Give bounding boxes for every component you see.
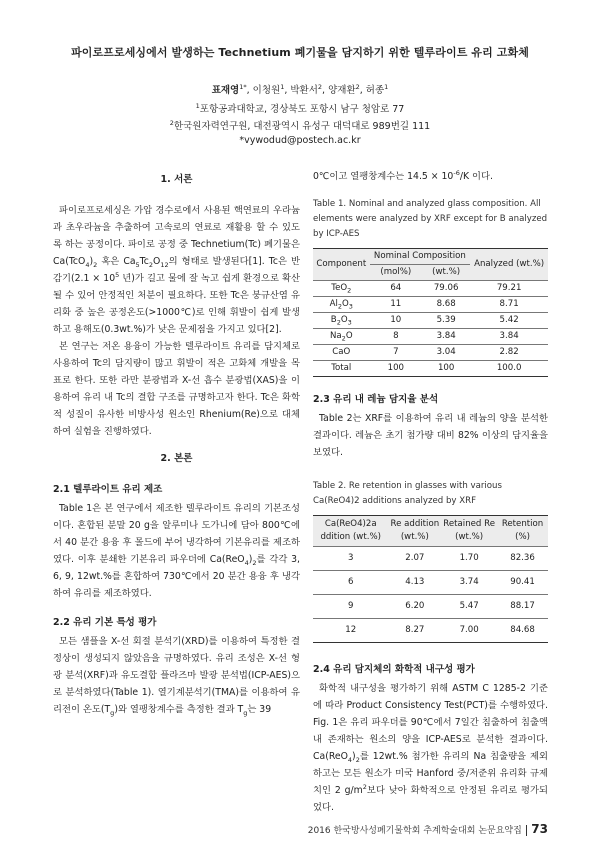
section-1-paragraph-2: 본 연구는 저온 용융이 가능한 텔루라이트 유리를 담지체로 사용하여 Tc의 담지량이 많고 휘발이 적은 고화체 개발을 목표로 한다. 또한 라만 분광법과 X-선 흡수 분광법(XAS)을 이용하여 유리 내 Tc의 결합 구조를 규명하고자 한다. Tc은 화학적 성질이 유사한 비방사성 원소인 Rhenium(Re)으로 대체하여 실험을 진행하였다.	[53, 341, 300, 437]
author-5: , 허종	[359, 85, 385, 96]
table-cell: 8.71	[499, 299, 519, 309]
table-cell: 3	[347, 553, 354, 563]
table-cell: 84.68	[510, 625, 535, 635]
section-2-1-paragraph: Table 1은 본 연구에서 제조한 텔루라이트 유리의 기본조성이다. 혼합된 분말 20 g을 알루미나 도가니에 담아 800℃에서 40 분간 용융 후 몰드에 부어 냉각하여 기본유리를 제조하였다. 이후 분쇄한 기본유리 파우더에 $Ca(ReO_4)_2$를 각각 3, 6, 9, 12wt.%를 혼합하여 730℃에서 20 분간 용융 후 냉각하여 유리를 제조하였다.	[53, 503, 300, 599]
table-cell: 79.21	[496, 283, 522, 293]
author-5-sup: 1	[384, 82, 389, 91]
table-cell: Total	[331, 363, 352, 373]
table-row-total	[313, 361, 548, 377]
table-cell: 8	[393, 331, 399, 341]
section-2-4-title: 2.4 유리 담지체의 화학적 내구성 평가	[313, 664, 475, 675]
table-cell: 82.36	[510, 553, 535, 563]
table-cell: 100	[437, 363, 455, 373]
table-cell: 64	[390, 283, 402, 293]
author-3-sup: 2	[317, 82, 323, 91]
table-2-header-4: Retention (%)	[501, 519, 544, 542]
table-cell: 1.70	[459, 553, 479, 563]
table-cell: 12	[345, 625, 357, 635]
table-cell: 6.20	[405, 601, 425, 611]
affiliation-2-sup: 2	[169, 118, 174, 127]
table-cell: 9	[347, 601, 354, 611]
footer-text: 2016 한국방사성폐기물학회 추계학술대회 논문요약집	[307, 826, 522, 836]
table-cell: 2.07	[405, 553, 425, 563]
table-cell: 7	[393, 347, 399, 357]
affiliation-2-text: 한국원자력연구원, 대전광역시 유성구 대덕대로 989번길 111	[173, 121, 431, 132]
table-1	[313, 248, 548, 377]
table-1-header-row	[313, 249, 548, 265]
table-1-header-component: Component	[316, 259, 367, 269]
table-cell: $Na_2O$	[329, 331, 353, 343]
table-cell: 5.42	[499, 315, 519, 325]
table-cell: 10	[390, 315, 402, 325]
table-cell: 100.0	[496, 363, 522, 373]
table-cell: 3.04	[436, 347, 456, 357]
section-2-2-paragraph: 모든 샘플을 X-선 회절 분석기(XRD)를 이용하여 특정한 결정상이 생성되지 않았음을 규명하였다. 유리 조성은 X-선 형광 분석(XRF)과 유도결합 플라즈마 발광 분석법(ICP-AES)으로 분석하였다(Table 1). 열기계분석기(TMA)를 이용하여 유리전이 온도$(T_g)$와 열팽창계수를 측정한 결과 $T_g$는 39	[53, 636, 300, 717]
table-2	[313, 515, 548, 643]
author-2-sup: 1	[280, 82, 285, 91]
table-cell: 11	[390, 299, 402, 309]
table-cell: $Al_2O_3$	[329, 299, 353, 311]
table-1-caption: Table 1. Nominal and analyzed glass composition. All elements were analyzed by XRF except for B analyzed by ICP-AES	[313, 199, 548, 239]
table-2-header-row	[313, 516, 548, 547]
table-2-header-1: Ca(ReO4)2a ddition (wt.%)	[320, 519, 381, 542]
table-2-header-3: Retained Re (wt.%)	[443, 519, 495, 542]
affiliation-1-sup: 1	[195, 101, 200, 110]
table-cell: 2.82	[499, 347, 519, 357]
table-1-header-nominal: Nominal Composition	[370, 249, 471, 265]
table-cell: 6	[347, 577, 354, 587]
author-2: , 이청원	[246, 85, 281, 96]
right-column	[313, 168, 548, 816]
table-1-header-mol: (mol%)	[380, 267, 412, 277]
table-row	[313, 345, 548, 361]
section-2-3-paragraph: Table 2는 XRF를 이용하여 유리 내 레늄의 양을 분석한 결과이다. 레늄은 초기 첨가량 대비 82% 이상의 담지율을 보였다.	[313, 413, 548, 458]
affiliation-1	[0, 101, 600, 115]
section-2-4-paragraph: 화학적 내구성을 평가하기 위해 ASTM C 1285-2 기준에 따라 Product Consistency Test(PCT)를 수행하였다. Fig. 1은 유리 파우더를 90℃에서 7일간 침출하여 침출액 내 존재하는 원소의 양을 ICP-AES로 분석한 결과이다. $Ca(ReO_4)_2$를 12wt.% 첨가한 유리의 Na 침출량을 제외하고는 모든 원소가 미국 Hanford 중/저준위 유리화 규제치인 2 $g/m^2$보다 낮아 화학적으로 안정된 유리로 평가되었다.	[313, 683, 548, 813]
table-cell: 5.39	[436, 315, 456, 325]
table-row	[313, 297, 548, 313]
section-2-1-title: 2.1 텔루라이트 유리 제조	[53, 484, 163, 495]
section-1-title: 1. 서론	[160, 174, 193, 185]
table-row	[313, 595, 548, 619]
page-footer	[308, 822, 548, 836]
author-1: 표재영	[211, 85, 240, 96]
table-cell: 100	[387, 363, 405, 373]
table-cell: 79.06	[433, 283, 459, 293]
table-row	[313, 619, 548, 643]
table-cell: 88.17	[510, 601, 535, 611]
affiliation-1-text: 포항공과대학교, 경상북도 포항시 남구 청암로 77	[199, 104, 405, 115]
table-2-header-2: Re addition (wt.%)	[390, 519, 440, 542]
table-cell: CaO	[332, 347, 351, 357]
table-row	[313, 313, 548, 329]
table-cell: 90.41	[510, 577, 535, 587]
table-row	[313, 329, 548, 345]
affiliation-2	[0, 118, 600, 132]
author-email: *vywodud@postech.ac.kr	[239, 135, 361, 146]
section-1-paragraph-1: 파이로프로세싱은 가압 경수로에서 사용된 핵연료의 우라늄과 초우라늄을 추출하여 고속로의 연료로 재활용 할 수 있도록 하는 공정이다. 파이로 공정 중 Technetium(Tc) 폐기물은 $Ca(TcO_4)_2$ 혹은 $Ca_5Tc_2O_{12}$의 형태로 발생된다[1]. Tc은 반감기($2.1 \times 10^5$ 년)가 길고 물에 잘 녹고 쉽게 환경으로 확산 될 수 있어 안정적인 처분이 필요하다. 또한 Tc은 붕규산염 유리화 중 높은 공정온도(>1000℃)로 인해 휘발이 쉽게 발생하고 용해도(0.3wt.%)가 낮은 문제점을 가지고 있다[2].	[53, 205, 300, 335]
table-cell: 3.84	[436, 331, 456, 341]
section-2-2-title: 2.2 유리 기본 특성 평가	[53, 617, 157, 628]
table-cell: 3.84	[499, 331, 519, 341]
page-number: 73	[531, 822, 548, 836]
footer-divider	[526, 825, 528, 836]
table-row	[313, 281, 548, 297]
table-2-caption: Table 2. Re retention in glasses with various Ca(ReO4)2 additions analyzed by XRF	[313, 481, 502, 506]
table-cell: 5.47	[459, 601, 479, 611]
section-2-3-title: 2.3 유리 내 레늄 담지율 분석	[313, 394, 439, 405]
author-list	[0, 82, 600, 96]
author-4-sup: 2	[355, 82, 360, 91]
table-row	[313, 547, 548, 571]
table-1-header-analyzed: Analyzed (wt.%)	[474, 259, 545, 269]
table-cell: 3.74	[459, 577, 479, 587]
section-2-title: 2. 본론	[160, 453, 193, 464]
author-1-sup: 1*	[239, 82, 247, 91]
table-cell: 4.13	[405, 577, 425, 587]
table-row	[313, 571, 548, 595]
author-3: , 박환서	[284, 85, 318, 96]
table-cell: 8.68	[436, 299, 456, 309]
continued-text: 0℃이고 열팽창계수는 $14.5 \times 10^{-6}/K$ 이다.	[313, 168, 493, 182]
author-4: , 양재환	[322, 85, 356, 96]
paper-title: 파이로프로세싱에서 발생하는 Technetium 폐기물을 담지하기 위한 텔루라이트 유리 고화체	[71, 46, 529, 59]
table-cell: $B_2O_3$	[330, 315, 352, 327]
table-cell: 7.00	[459, 625, 479, 635]
table-cell: 8.27	[405, 625, 425, 635]
table-cell: TeO$_2$	[331, 283, 352, 295]
left-column	[53, 168, 300, 718]
table-1-header-wt: (wt.%)	[432, 267, 461, 277]
